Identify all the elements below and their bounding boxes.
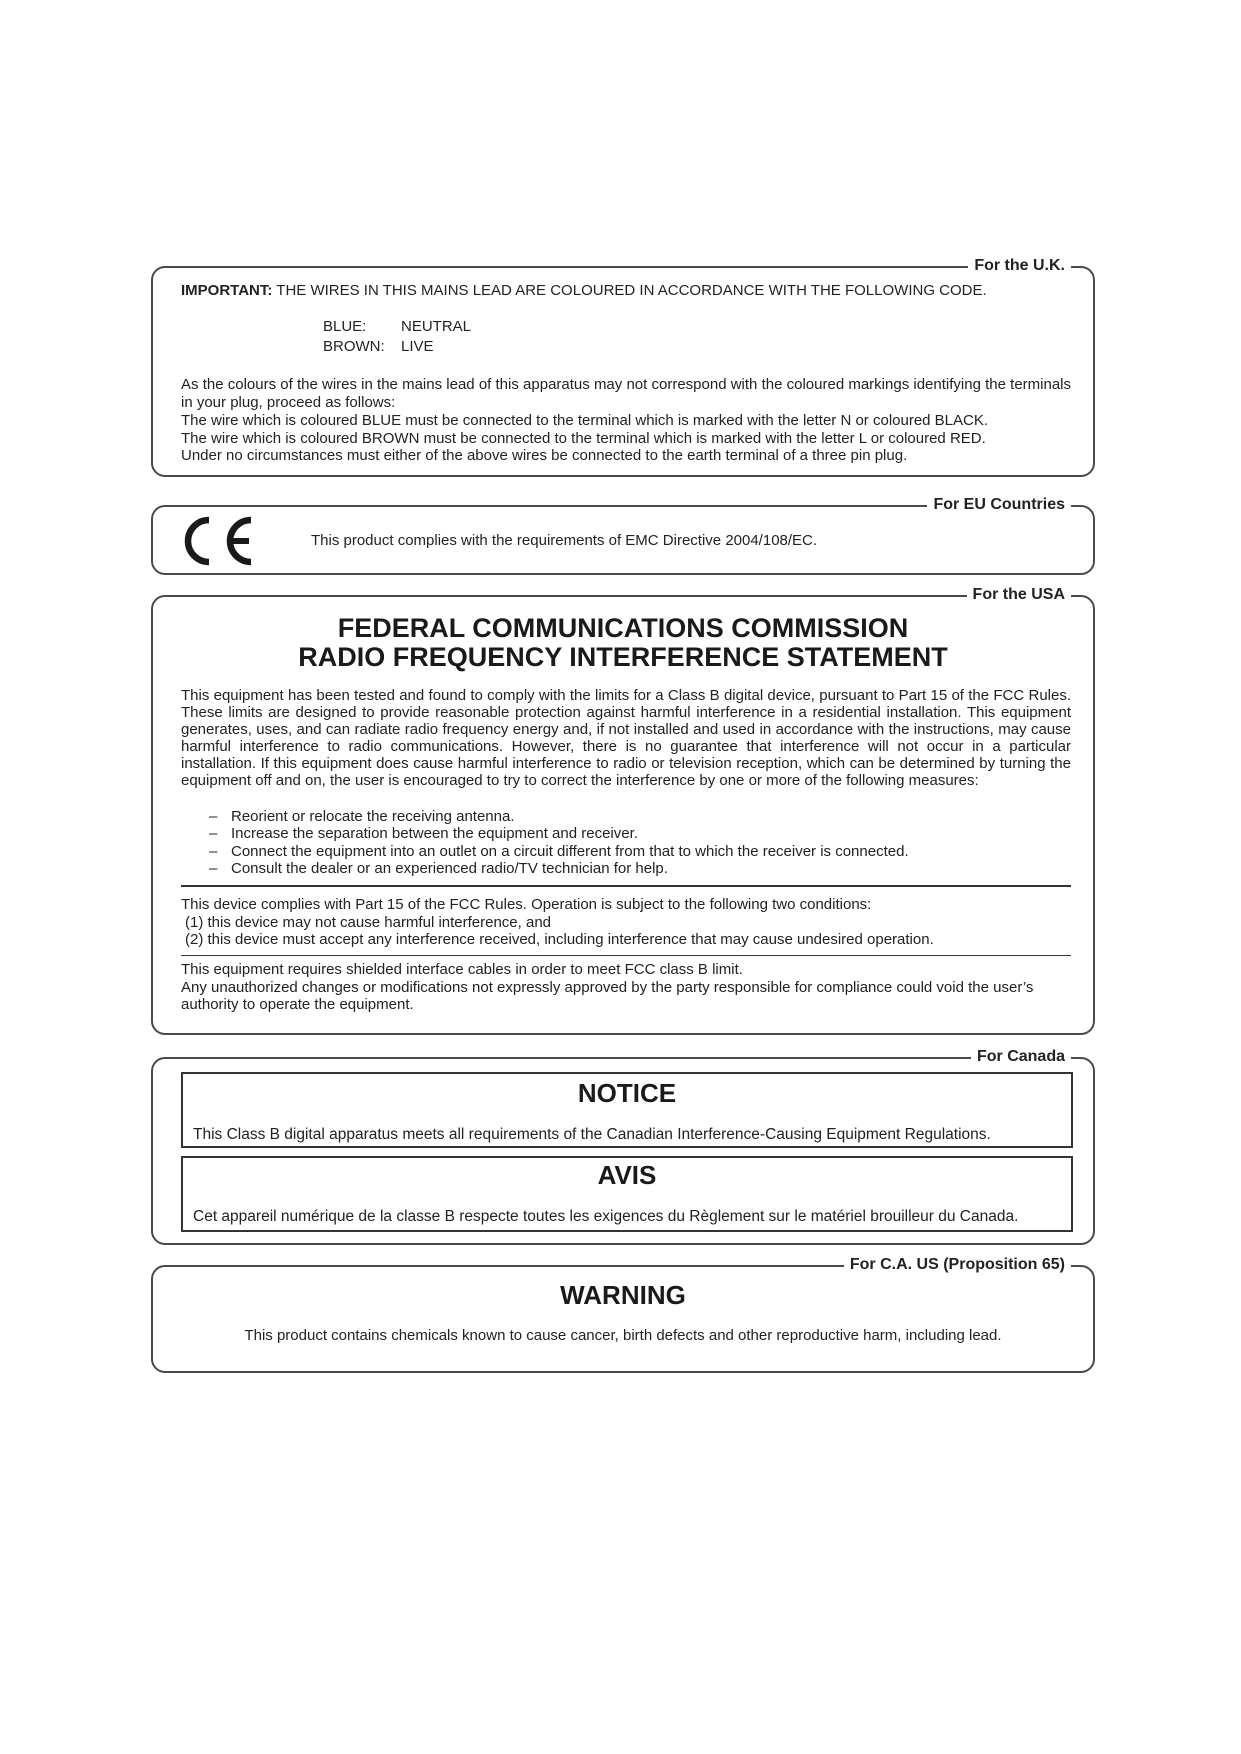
usa-section: [151, 586, 1095, 1035]
changes-text: Any unauthorized changes or modifications not expressly approved by the party responsible for compliance could void the user’s authority to operate the equipment.: [181, 978, 1034, 1013]
uk-line-blue: The wire which is coloured BLUE must be connected to the terminal which is marked with the letter N or coloured BLACK.: [181, 412, 989, 429]
code-row-blue: [323, 318, 471, 336]
uk-tag: For the U.K.: [968, 255, 1071, 277]
cables-text: This equipment requires shielded interface cables in order to meet FCC class B limit.: [181, 961, 743, 978]
divider: [181, 955, 1071, 956]
code-meaning: NEUTRAL: [401, 318, 472, 335]
notice-box: [181, 1072, 1073, 1148]
warning-text: This product contains chemicals known to cause cancer, birth defects and other reproductive harm, including lead.: [244, 1327, 1002, 1344]
code-color: BROWN:: [323, 337, 385, 355]
usa-tag: For the USA: [967, 584, 1071, 606]
eu-text: This product complies with the requirements of EMC Directive 2004/108/EC.: [311, 532, 818, 549]
ce-mark-icon: [177, 515, 257, 567]
color-code-table: [323, 318, 471, 355]
avis-box: [181, 1156, 1073, 1232]
uk-section: [151, 257, 1095, 477]
eu-tag: For EU Countries: [927, 494, 1071, 516]
canada-section: [151, 1048, 1095, 1245]
condition-2: (2) this device must accept any interference received, including interference that may cause undesired operation.: [185, 931, 934, 948]
warning-title: WARNING: [560, 1280, 686, 1310]
code-row-brown: [323, 338, 471, 356]
condition-1: (1) this device may not cause harmful interference, and: [185, 913, 552, 931]
divider: [181, 885, 1071, 887]
list-item: – Increase the separation between the equipment and receiver.: [209, 825, 638, 843]
notice-text: This Class B digital apparatus meets all requirements of the Canadian Interference-Causing Equipment Regulations.: [193, 1126, 991, 1143]
prop65-section: [151, 1256, 1095, 1373]
important-label: IMPORTANT:: [181, 282, 273, 299]
uk-important: [181, 282, 1071, 300]
avis-text: Cet appareil numérique de la classe B respecte toutes les exigences du Règlement sur le matériel brouilleur du Canada.: [193, 1208, 1019, 1225]
important-text: THE WIRES IN THIS MAINS LEAD ARE COLOURED IN ACCORDANCE WITH THE FOLLOWING CODE.: [272, 282, 987, 299]
fcc-para: This equipment has been tested and found to comply with the limits for a Class B digital device, pursuant to Part 15 of the FCC Rules. These limits are designed to provide reasonable protection against harmful interference in a residential installation. This equipment generates, uses, and can radiate radio frequency energy and, if not installed and used in accordance with the instructions, may cause harmful interference to radio communications. However, there is no guarantee that interference will not occur in a particular installation. If this equipment does cause harmful interference to radio or television reception, which can be determined by turning the equipment off and on, the user is encouraged to try to correct the interference by one or more of the following measures:: [181, 687, 1071, 789]
prop65-tag: For C.A. US (Proposition 65): [844, 1254, 1071, 1276]
code-color: BLUE:: [323, 318, 367, 335]
uk-line-brown: The wire which is coloured BROWN must be connected to the terminal which is marked with the letter L or coloured RED.: [181, 429, 986, 447]
avis-title: AVIS: [597, 1160, 657, 1190]
measures-list: [181, 808, 1071, 877]
uk-line-earth: Under no circumstances must either of the above wires be connected to the earth terminal of a three pin plug.: [181, 447, 908, 464]
notice-title: NOTICE: [577, 1078, 677, 1108]
uk-para: As the colours of the wires in the mains lead of this apparatus may not correspond with the coloured markings identifying the terminals in your plug, proceed as follows:: [181, 376, 1071, 411]
code-meaning: LIVE: [401, 337, 434, 355]
eu-section: [151, 496, 1095, 575]
canada-tag: For Canada: [971, 1046, 1071, 1068]
fcc-title-line2: RADIO FREQUENCY INTERFERENCE STATEMENT: [298, 642, 948, 672]
list-item: – Reorient or relocate the receiving antenna.: [209, 808, 515, 825]
fcc-title-line1: FEDERAL COMMUNICATIONS COMMISSION: [337, 613, 909, 643]
list-item: – Consult the dealer or an experienced radio/TV technician for help.: [209, 859, 668, 877]
list-item: – Connect the equipment into an outlet on a circuit different from that to which the receiver is connected.: [209, 842, 909, 860]
part15-intro: This device complies with Part 15 of the FCC Rules. Operation is subject to the following two conditions:: [181, 896, 872, 913]
